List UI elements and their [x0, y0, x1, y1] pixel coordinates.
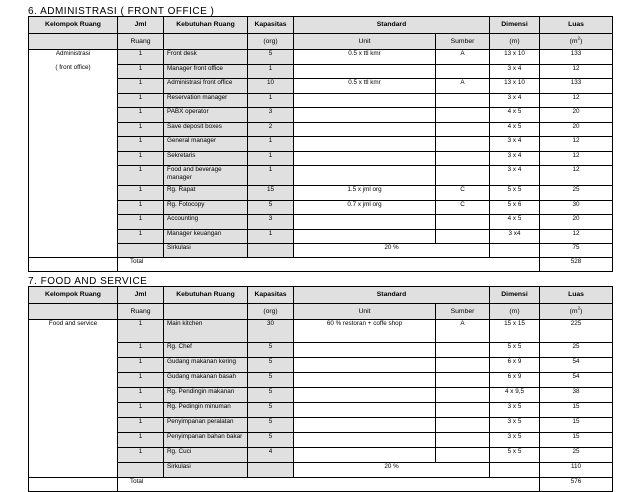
unit-cell	[294, 418, 436, 433]
unit-cell	[294, 93, 436, 108]
col-header-kebutuhan-ruang: Kebutuhan Ruang	[164, 287, 248, 304]
jml-cell: 1	[118, 343, 164, 358]
luas-cell: 12	[540, 151, 613, 166]
kapasitas-cell: 2	[248, 122, 294, 137]
group-cell-blank	[29, 463, 118, 478]
dimensi-cell: 4 x 5	[490, 122, 540, 137]
room-name-cell: Gudang makanan basah	[164, 373, 248, 388]
dimensi-cell: 4 x 9,5	[490, 388, 540, 403]
col-header-unit: Unit	[294, 34, 436, 50]
dimensi-cell: 13 x 10	[490, 50, 540, 65]
unit-cell	[294, 388, 436, 403]
dimensi-cell: 3 x 4	[490, 166, 540, 186]
unit-cell	[294, 343, 436, 358]
room-name-cell: Sekretaris	[164, 151, 248, 166]
col-header-luas: Luas	[540, 287, 613, 304]
col-header-standard: Standard	[294, 287, 490, 304]
col-header-kelompok-ruang: Kelompok Ruang	[29, 17, 118, 34]
sumber-cell: A	[436, 79, 490, 94]
sumber-cell	[436, 137, 490, 152]
col-header-jml: Jml	[118, 287, 164, 304]
sirkulasi-label: Sirkulasi	[164, 463, 248, 478]
luas-cell: 15	[540, 433, 613, 448]
room-name-cell: Rg. Pendingin makanan	[164, 388, 248, 403]
kapasitas-cell: 1	[248, 93, 294, 108]
kapasitas-cell: 5	[248, 388, 294, 403]
group-cell: ( front office)	[29, 64, 118, 79]
table-row	[29, 320, 613, 343]
col-header-luas: Luas	[540, 17, 613, 34]
col-header-unit: Unit	[294, 304, 436, 320]
jml-cell: 1	[118, 373, 164, 388]
blank-cell	[118, 463, 164, 478]
room-name-cell: Accounting	[164, 215, 248, 230]
col-header-sumber: Sumber	[436, 304, 490, 320]
sumber-cell: C	[436, 186, 490, 201]
jml-cell: 1	[118, 418, 164, 433]
room-name-cell: Rg. Rapat	[164, 186, 248, 201]
jml-cell: 1	[118, 320, 164, 343]
header-blank	[164, 304, 248, 320]
luas-cell: 25	[540, 343, 613, 358]
sumber-cell	[436, 215, 490, 230]
table-row	[29, 93, 613, 108]
luas-cell: 225	[540, 320, 613, 343]
table-row	[29, 215, 613, 230]
room-name-cell: Rg. Cuci	[164, 448, 248, 463]
unit-cell	[294, 64, 436, 79]
group-cell	[29, 403, 118, 418]
kapasitas-cell: 5	[248, 358, 294, 373]
m2-superscript: 2	[577, 305, 581, 311]
sumber-cell	[436, 151, 490, 166]
sirkulasi-percent: 20 %	[294, 244, 490, 258]
total-label: Total	[118, 478, 540, 492]
unit-cell	[294, 358, 436, 373]
header-blank	[164, 34, 248, 50]
table-row	[29, 186, 613, 201]
room-name-cell: Front desk	[164, 50, 248, 65]
unit-cell	[294, 373, 436, 388]
sumber-cell: A	[436, 320, 490, 343]
jml-cell: 1	[118, 403, 164, 418]
jml-cell: 1	[118, 64, 164, 79]
jml-cell: 1	[118, 200, 164, 215]
group-cell	[29, 166, 118, 186]
unit-cell: 1.5 x jml org	[294, 186, 436, 201]
kapasitas-cell: 1	[248, 137, 294, 152]
jml-cell: 1	[118, 388, 164, 403]
luas-cell: 54	[540, 373, 613, 388]
unit-cell	[294, 229, 436, 244]
group-cell	[29, 151, 118, 166]
table-row	[29, 373, 613, 388]
room-name-cell: Save deposit boxes	[164, 122, 248, 137]
kapasitas-cell: 1	[248, 151, 294, 166]
col-header-dimensi: Dimensi	[490, 287, 540, 304]
group-cell	[29, 108, 118, 123]
unit-cell	[294, 122, 436, 137]
m2-open: (m	[569, 307, 578, 315]
food-service-table	[28, 286, 613, 492]
room-name-cell: Penyimpanan peralatan	[164, 418, 248, 433]
sumber-cell	[436, 64, 490, 79]
table-row	[29, 50, 613, 65]
header-blank	[29, 304, 118, 320]
room-name-cell: Reservation manager	[164, 93, 248, 108]
blank-cell	[248, 463, 294, 478]
kapasitas-cell: 5	[248, 373, 294, 388]
kapasitas-cell: 10	[248, 79, 294, 94]
kapasitas-cell: 5	[248, 200, 294, 215]
table-row	[29, 166, 613, 186]
luas-cell: 38	[540, 388, 613, 403]
table-row	[29, 108, 613, 123]
table-row	[29, 137, 613, 152]
sirkulasi-luas: 110	[540, 463, 613, 478]
group-cell	[29, 215, 118, 230]
sumber-cell	[436, 373, 490, 388]
dimensi-cell: 5 x 5	[490, 343, 540, 358]
kapasitas-cell: 1	[248, 166, 294, 186]
room-name-cell: Main kitchen	[164, 320, 248, 343]
luas-cell: 20	[540, 122, 613, 137]
dimensi-cell: 3 x 5	[490, 433, 540, 448]
table-row	[29, 433, 613, 448]
kapasitas-cell: 5	[248, 50, 294, 65]
col-header-standard: Standard	[294, 17, 490, 34]
luas-cell: 15	[540, 403, 613, 418]
group-cell-blank	[29, 244, 118, 258]
header-blank	[29, 34, 118, 50]
dimensi-cell: 3 x 4	[490, 137, 540, 152]
kapasitas-cell: 3	[248, 215, 294, 230]
room-name-cell: Food and beverage manager	[164, 166, 248, 186]
sirkulasi-percent: 20 %	[294, 463, 490, 478]
unit-cell	[294, 108, 436, 123]
dimensi-cell: 5 x 5	[490, 186, 540, 201]
kapasitas-cell: 4	[248, 448, 294, 463]
kapasitas-cell: 5	[248, 433, 294, 448]
blank-cell	[248, 244, 294, 258]
unit-cell	[294, 433, 436, 448]
luas-cell: 20	[540, 215, 613, 230]
jml-cell: 1	[118, 151, 164, 166]
kapasitas-cell: 1	[248, 64, 294, 79]
dimensi-cell: 6 x 9	[490, 373, 540, 388]
luas-cell: 12	[540, 166, 613, 186]
table-row	[29, 343, 613, 358]
unit-cell	[294, 137, 436, 152]
unit-cell	[294, 166, 436, 186]
m2-close: )	[580, 307, 583, 315]
col-header-kebutuhan-ruang: Kebutuhan Ruang	[164, 17, 248, 34]
room-name-cell: Gudang makanan kering	[164, 358, 248, 373]
sumber-cell	[436, 122, 490, 137]
table-row	[29, 448, 613, 463]
room-name-cell: Manager front office	[164, 64, 248, 79]
luas-cell: 25	[540, 448, 613, 463]
room-name-cell: Penyimpanan bahan bakar	[164, 433, 248, 448]
sumber-cell: C	[436, 200, 490, 215]
sumber-cell	[436, 403, 490, 418]
jml-cell: 1	[118, 122, 164, 137]
group-cell	[29, 200, 118, 215]
dimensi-cell: 5 x 6	[490, 200, 540, 215]
kapasitas-cell: 5	[248, 343, 294, 358]
group-cell	[29, 79, 118, 94]
luas-cell: 15	[540, 418, 613, 433]
jml-cell: 1	[118, 358, 164, 373]
m2-open: (m	[569, 37, 578, 45]
unit-cell: 0.5 x ttl kmr	[294, 50, 436, 65]
group-cell	[29, 122, 118, 137]
col-header-org: (org)	[248, 34, 294, 50]
group-cell	[29, 229, 118, 244]
unit-cell: 60 % restoran + coffe shop	[294, 320, 436, 343]
dimensi-cell: 13 x 10	[490, 79, 540, 94]
kapasitas-cell: 30	[248, 320, 294, 343]
luas-cell: 133	[540, 50, 613, 65]
room-name-cell: Rg. Fotocopy	[164, 200, 248, 215]
luas-cell: 54	[540, 358, 613, 373]
dimensi-cell: 5 x 5	[490, 448, 540, 463]
sumber-cell	[436, 448, 490, 463]
dimensi-cell: 4 x 5	[490, 108, 540, 123]
sumber-cell	[436, 93, 490, 108]
blank-cell	[490, 463, 540, 478]
room-name-cell: PABX operator	[164, 108, 248, 123]
dimensi-cell: 3 x 4	[490, 64, 540, 79]
kapasitas-cell: 5	[248, 403, 294, 418]
dimensi-cell: 3 x 4	[490, 93, 540, 108]
sumber-cell	[436, 433, 490, 448]
table-row	[29, 200, 613, 215]
sumber-cell	[436, 108, 490, 123]
dimensi-cell: 6 x 9	[490, 358, 540, 373]
m2-superscript: 2	[577, 35, 581, 41]
jml-cell: 1	[118, 433, 164, 448]
col-header-dimensi: Dimensi	[490, 17, 540, 34]
group-cell	[29, 343, 118, 358]
room-name-cell: Administrasi front office	[164, 79, 248, 94]
sumber-cell	[436, 343, 490, 358]
room-name-cell: Rg. Pedingin minuman	[164, 403, 248, 418]
sirkulasi-label: Sirkulasi	[164, 244, 248, 258]
room-name-cell: Rg. Chef	[164, 343, 248, 358]
col-header-org: (org)	[248, 304, 294, 320]
blank-cell	[490, 244, 540, 258]
group-cell-blank	[29, 478, 118, 492]
sirkulasi-luas: 75	[540, 244, 613, 258]
col-header-kapasitas: Kapasitas	[248, 17, 294, 34]
luas-cell: 133	[540, 79, 613, 94]
luas-cell: 20	[540, 108, 613, 123]
jml-cell: 1	[118, 229, 164, 244]
col-header-ruang: Ruang	[118, 34, 164, 50]
unit-cell	[294, 151, 436, 166]
unit-cell	[294, 403, 436, 418]
kapasitas-cell: 3	[248, 108, 294, 123]
group-cell-blank	[29, 258, 118, 272]
room-name-cell: General manager	[164, 137, 248, 152]
jml-cell: 1	[118, 186, 164, 201]
sumber-cell: A	[436, 50, 490, 65]
col-header-kapasitas: Kapasitas	[248, 287, 294, 304]
luas-cell: 12	[540, 93, 613, 108]
group-cell	[29, 433, 118, 448]
table-row	[29, 358, 613, 373]
table-row	[29, 122, 613, 137]
jml-cell: 1	[118, 50, 164, 65]
jml-cell: 1	[118, 166, 164, 186]
group-cell	[29, 137, 118, 152]
dimensi-cell: 3 x 5	[490, 418, 540, 433]
jml-cell: 1	[118, 93, 164, 108]
room-name-cell: Manager keuangan	[164, 229, 248, 244]
section-6-title: 6. ADMINISTRASI ( FRONT OFFICE )	[28, 6, 215, 17]
table-row	[29, 388, 613, 403]
table-row	[29, 151, 613, 166]
sumber-cell	[436, 358, 490, 373]
unit-cell: 0.5 x ttl kmr	[294, 79, 436, 94]
group-cell	[29, 448, 118, 463]
col-header-ruang: Ruang	[118, 304, 164, 320]
dimensi-cell: 3 x 5	[490, 403, 540, 418]
group-cell: Food and service	[29, 320, 118, 343]
section-7-title: 7. FOOD AND SERVICE	[28, 276, 148, 287]
kapasitas-cell: 5	[248, 418, 294, 433]
group-cell	[29, 373, 118, 388]
total-luas: 528	[540, 258, 613, 272]
table-row	[29, 79, 613, 94]
table-row	[29, 418, 613, 433]
sumber-cell	[436, 418, 490, 433]
group-cell	[29, 388, 118, 403]
group-cell: Administrasi	[29, 50, 118, 65]
group-cell	[29, 186, 118, 201]
group-cell	[29, 358, 118, 373]
luas-cell: 25	[540, 186, 613, 201]
kapasitas-cell: 15	[248, 186, 294, 201]
table-row	[29, 229, 613, 244]
total-luas: 576	[540, 478, 613, 492]
sumber-cell	[436, 388, 490, 403]
sumber-cell	[436, 229, 490, 244]
dimensi-cell: 3 x4	[490, 229, 540, 244]
table-row	[29, 64, 613, 79]
blank-cell	[118, 244, 164, 258]
administrasi-table	[28, 16, 613, 272]
col-header-m2	[540, 34, 613, 50]
luas-cell: 12	[540, 229, 613, 244]
jml-cell: 1	[118, 448, 164, 463]
unit-cell: 0.7 x jml org	[294, 200, 436, 215]
sumber-cell	[436, 166, 490, 186]
kapasitas-cell: 1	[248, 229, 294, 244]
jml-cell: 1	[118, 137, 164, 152]
luas-cell: 30	[540, 200, 613, 215]
luas-cell: 12	[540, 137, 613, 152]
col-header-m: (m)	[490, 34, 540, 50]
jml-cell: 1	[118, 79, 164, 94]
dimensi-cell: 4 x 5	[490, 215, 540, 230]
m2-close: )	[580, 37, 583, 45]
total-label: Total	[118, 258, 540, 272]
col-header-m2	[540, 304, 613, 320]
jml-cell: 1	[118, 108, 164, 123]
jml-cell: 1	[118, 215, 164, 230]
table-row	[29, 403, 613, 418]
group-cell	[29, 418, 118, 433]
col-header-sumber: Sumber	[436, 34, 490, 50]
col-header-jml: Jml	[118, 17, 164, 34]
unit-cell	[294, 215, 436, 230]
col-header-m: (m)	[490, 304, 540, 320]
col-header-kelompok-ruang: Kelompok Ruang	[29, 287, 118, 304]
unit-cell	[294, 448, 436, 463]
luas-cell: 12	[540, 64, 613, 79]
dimensi-cell: 3 x 4	[490, 151, 540, 166]
group-cell	[29, 93, 118, 108]
dimensi-cell: 15 x 15	[490, 320, 540, 343]
